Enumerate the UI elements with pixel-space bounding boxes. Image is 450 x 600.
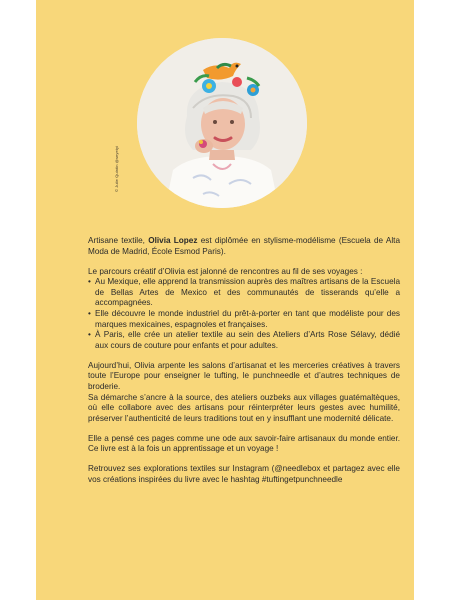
bio-intro-start: Artisane textile, — [88, 236, 149, 245]
journey-item-mexico: • Au Mexique, elle apprend la transmission auprès des maîtres artisans de la Escuela de Bellas Artes de Mexico et des communautés de tisserands qu’elle a accompagnées. — [88, 277, 400, 309]
bio-ode: Elle a pensé ces pages comme une ode aux savoir-faire artisanaux du monde entier. Ce livre est à la fois un apprentissage et un voyage ! — [88, 433, 400, 454]
author-name: Olivia Lopez — [148, 236, 198, 245]
journey-intro: Le parcours créatif d’Olivia est jalonné de rencontres au fil de ses voyages : — [88, 266, 363, 276]
journey-item-industry: • Elle découvre le monde industriel du prêt-à-porter en tant que modéliste pour des marques mexicaines, espagnoles et françaises. — [88, 309, 400, 330]
back-cover-page — [36, 0, 414, 600]
author-photo-illustration — [137, 38, 307, 208]
bio-today: Aujourd’hui, Olivia arpente les salons d’artisanat et les merceries créatives à travers toute l’Europe pour enseigner le tufting, le punchneedle et d’autres techniques de broderie. — [88, 360, 400, 391]
journey-list — [88, 277, 400, 351]
bio-intro-end: est diplômée en stylisme-modélisme (Escuela de Alta Moda de Madrid, École Esmod Paris). — [88, 236, 400, 256]
bio-instagram: Retrouvez ses explorations textiles sur Instagram (@needlebox et partagez avec elle vos créations inspirées du livre avec le hashtag #tuftingetpunchneedle — [88, 464, 400, 484]
author-bio — [88, 236, 400, 495]
bio-approach: Sa démarche s’ancre à la source, des ateliers ouzbeks aux villages guatémaltèques, où elle collabore avec des artisans pour réinterpréter leurs gestes avec humilité, préserver l’authenticité de leurs traditions tout en y insufflant une modernité délicate. — [88, 392, 400, 423]
journey-item-paris: • À Paris, elle crée un atelier textile au sein des Ateliers d’Arts Rose Sélavy, dédié aux cours de couture pour enfants et pour adultes. — [88, 330, 400, 351]
author-portrait — [137, 38, 307, 208]
photo-credit: © Julie Quintin @seyetyi — [114, 145, 119, 192]
bio-intro — [88, 236, 400, 257]
